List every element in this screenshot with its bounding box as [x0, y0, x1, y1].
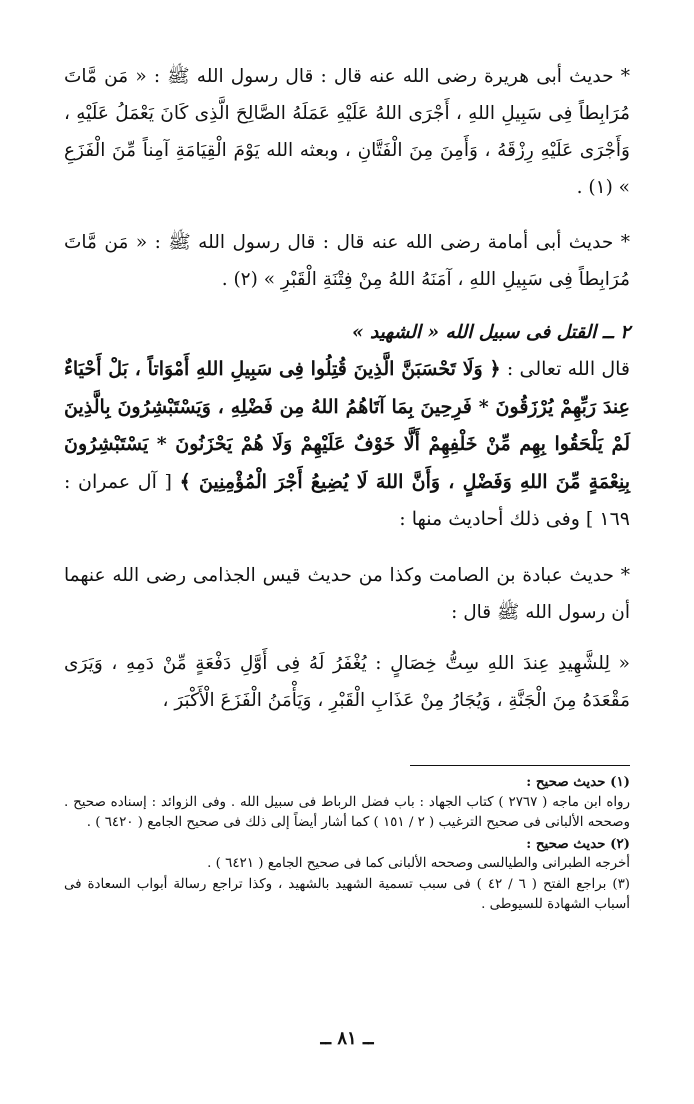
- hadith-ubada: * حديث عبادة بن الصامت وكذا من حديث قيس الجذامى رضى الله عنهما أن رسول الله ﷺ قال :: [64, 564, 630, 623]
- footnote-1-heading: (١) حديث صحيح :: [526, 774, 630, 790]
- verse-reference: [ آل عمران : ١٦٩ ] وفى ذلك أحاديث منها :: [64, 470, 630, 530]
- hadith-abu-hurayra: * حديث أبى هريرة رضى الله عنه قال : قال رسول الله ﷺ : « مَن مَّاتَ مُرَابِطاً فِى سَبِيلِ اللهِ ، أَجْرَى اللهُ عَلَيْهِ عَمَلَهُ الصَّالِحَ الَّذِى كَانَ يَعْمَلُ عَلَيْهِ ، وَأَجْرَى عَلَيْهِ رِزْقَهُ ، وَأَمِنَ مِنَ الْفَتَّانِ ، وبعثه الله يَوْمَ الْقِيَامَةِ آمِناً مِّنَ الْفَزَعِ » (١) .: [64, 66, 630, 198]
- quran-verse-block: [64, 351, 630, 539]
- footnote-2-text: أخرجه الطبرانى والطيالسى وصححه الألبانى كما فى صحيح الجامع ( ٦٤٢١ ) .: [207, 856, 630, 871]
- footnote-divider: [410, 765, 630, 766]
- page-number: ــ ٨١ ــ: [320, 1028, 374, 1049]
- quran-verse: ﴿ وَلَا تَحْسَبَنَّ الَّذِينَ قُتِلُوا فِى سَبِيلِ اللهِ أَمْوَاتاً ، بَلْ أَحْيَاءٌ عِندَ رَبِّهِمْ يُرْزَقُونَ * فَرِحِينَ بِمَا آتَاهُمُ اللهُ مِن فَضْلِهِ ، وَيَسْتَبْشِرُونَ بِالَّذِينَ لَمْ يَلْحَقُوا بِهِم مِّنْ خَلْفِهِمْ أَلَّا خَوْفٌ عَلَيْهِمْ وَلَا هُمْ يَحْزَنُونَ * يَسْتَبْشِرُونَ بِنِعْمَةٍ مِّنَ اللهِ وَفَضْلٍ ، وَأَنَّ اللهَ لَا يُضِيعُ أَجْرَ الْمُؤْمِنِينَ ﴾: [64, 358, 630, 493]
- hadith-abu-umama: * حديث أبى أمامة رضى الله عنه قال : قال رسول الله ﷺ : « مَن مَّاتَ مُرَابِطاً فِى سَبِيلِ اللهِ ، آمَنَهُ اللهُ مِنْ فِتْنَةِ الْقَبْرِ » (٢) .: [64, 232, 630, 290]
- verse-intro: قال الله تعالى :: [506, 358, 630, 380]
- footnote-2-heading: (٢) حديث صحيح :: [526, 835, 630, 852]
- hadith-ubada-text: « لِلشَّهِيدِ عِندَ اللهِ سِتُّ خِصَالٍ : يُغْفَرُ لَهُ فِى أَوَّلِ دَفْعَةٍ مِّنْ دَمِهِ ، وَيَرَى مَقْعَدَهُ مِنَ الْجَنَّةِ ، وَيُجَارُ مِنْ عَذَابِ الْقَبْرِ ، وَيَأْمَنُ الْفَزَعَ الْأَكْبَرَ ،: [64, 652, 630, 711]
- main-text: [64, 58, 630, 719]
- footnotes: [64, 772, 630, 916]
- footnote-1-text: رواه ابن ماجه ( ٢٧٦٧ ) كتاب الجهاد : باب فضل الرباط فى سبيل الله . وفى الزوائد : إسناده صحيح . وصححه الألبانى فى صحيح الترغيب ( ٢ / ١٥١ ) كما أشار أيضاً إلى ذلك فى صحيح الجامع ( ٦٤٢٠ ) .: [64, 794, 630, 830]
- section-heading: ٢ ــ القتل فى سبيل الله « الشهيد »: [351, 322, 630, 343]
- footnote-3-text: (٣) براجع الفتح ( ٦ / ٤٢ ) فى سبب تسمية الشهيد بالشهيد ، وكذا تراجع رسالة أبواب السعادة فى أسباب الشهادة للسيوطى .: [64, 876, 630, 912]
